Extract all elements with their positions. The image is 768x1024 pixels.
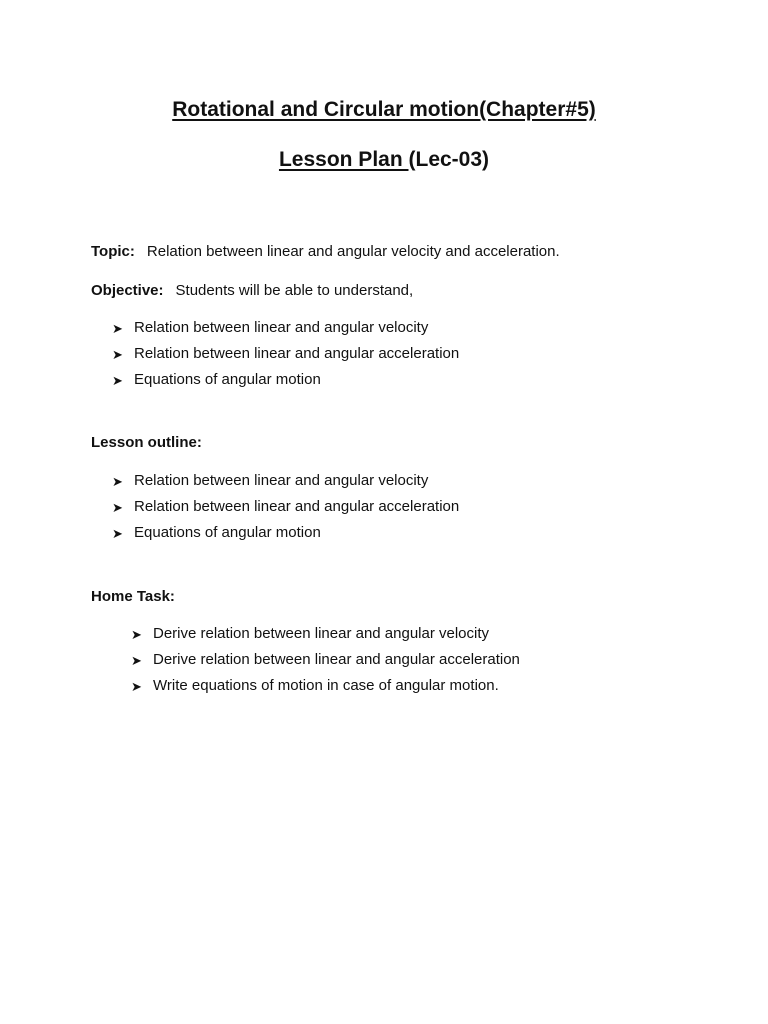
list-item: ➤ Relation between linear and angular velocity: [112, 319, 429, 336]
arrowhead-bullet-icon: ➤: [131, 652, 142, 668]
objective-label: Objective:: [91, 282, 164, 299]
arrowhead-bullet-icon: ➤: [131, 678, 142, 694]
list-item: ➤ Write equations of motion in case of angular motion.: [131, 677, 499, 694]
topic-text: Relation between linear and angular velocity and acceleration.: [146, 243, 560, 260]
arrowhead-bullet-icon: ➤: [112, 473, 123, 489]
lesson-plan-heading: [0, 148, 768, 172]
arrowhead-bullet-icon: ➤: [112, 346, 123, 362]
lesson-outline-list: [112, 468, 459, 546]
arrowhead-bullet-icon: ➤: [131, 626, 142, 642]
objective-text: Students will be able to understand,: [175, 282, 414, 299]
objective-line: [91, 282, 413, 299]
list-item: ➤ Equations of angular motion: [112, 524, 321, 541]
list-item: ➤ Relation between linear and angular velocity: [112, 472, 429, 489]
lesson-outline-label: Lesson outline:: [91, 434, 202, 451]
topic-label: Topic:: [91, 243, 135, 260]
list-item: ➤ Derive relation between linear and angular velocity: [131, 625, 490, 642]
lesson-outline-heading: [91, 434, 202, 451]
list-item: ➤ Equations of angular motion: [112, 371, 321, 388]
lecture-number: (Lec-03): [408, 148, 490, 171]
objective-list: [112, 315, 459, 393]
list-item: ➤ Relation between linear and angular acceleration: [112, 498, 460, 515]
topic-line: [91, 243, 560, 260]
arrowhead-bullet-icon: ➤: [112, 525, 123, 541]
arrowhead-bullet-icon: ➤: [112, 320, 123, 336]
home-task-heading: [91, 588, 175, 605]
list-item: ➤ Relation between linear and angular acceleration: [112, 345, 460, 362]
document-title: Rotational and Circular motion(Chapter#5): [172, 98, 596, 121]
arrowhead-bullet-icon: ➤: [112, 499, 123, 515]
list-item: ➤ Derive relation between linear and angular acceleration: [131, 651, 520, 668]
lesson-plan-label: Lesson Plan: [278, 148, 409, 171]
home-task-label: Home Task:: [91, 588, 175, 605]
home-task-list: [131, 621, 520, 699]
arrowhead-bullet-icon: ➤: [112, 372, 123, 388]
